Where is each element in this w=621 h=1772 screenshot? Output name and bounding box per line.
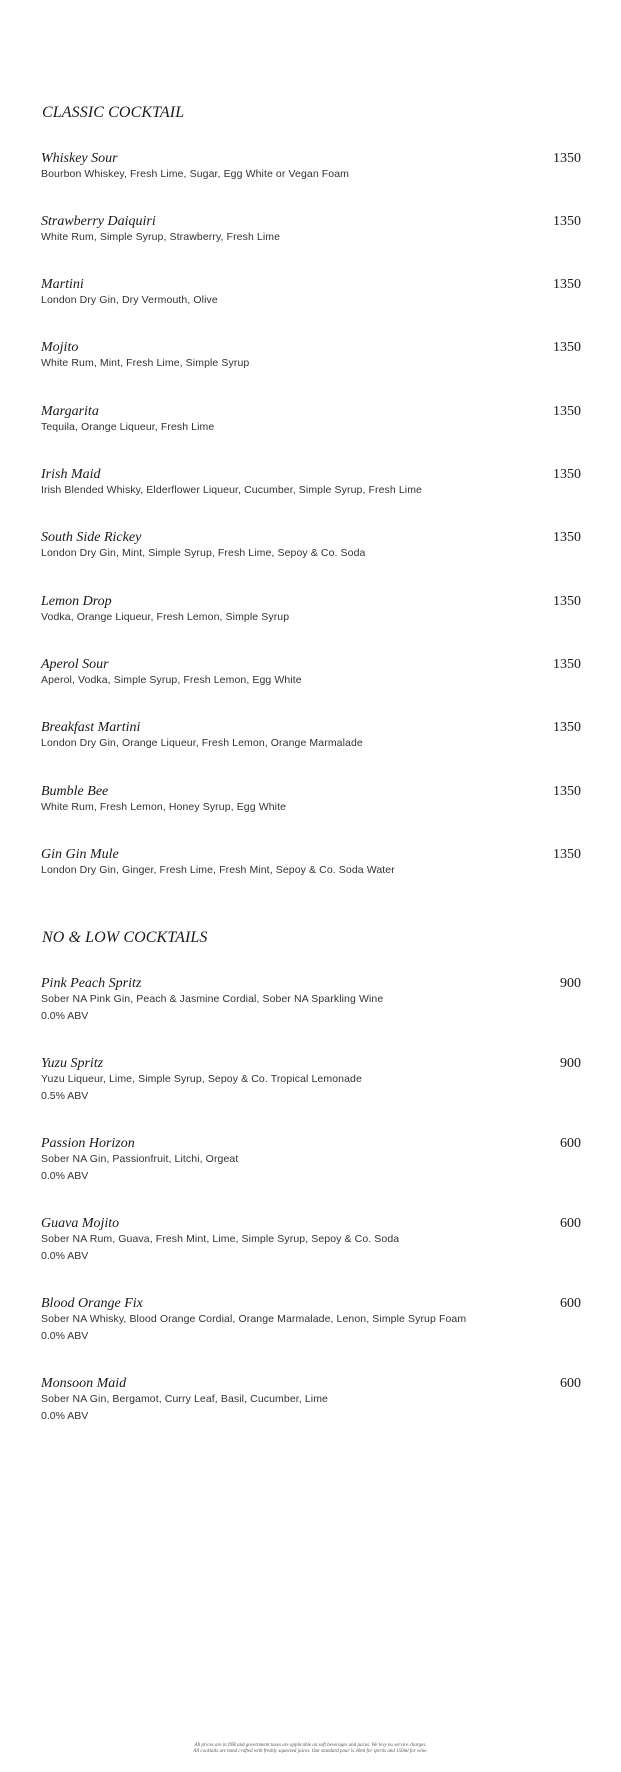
item-description: Aperol, Vodka, Simple Syrup, Fresh Lemon, Egg White (41, 674, 302, 686)
menu-item (41, 593, 581, 624)
item-name: Passion Horizon (41, 1136, 135, 1151)
item-description: Sober NA Rum, Guava, Fresh Mint, Lime, Simple Syrup, Sepoy & Co. Soda (41, 1233, 400, 1245)
item-description: Sober NA Gin, Bergamot, Curry Leaf, Basil, Cucumber, Lime (41, 1393, 328, 1405)
menu-item (41, 1055, 581, 1103)
item-description: Sober NA Whisky, Blood Orange Cordial, Orange Marmalade, Lenon, Simple Syrup Foam (41, 1313, 467, 1325)
item-description: White Rum, Simple Syrup, Strawberry, Fresh Lime (41, 231, 281, 243)
menu-item (41, 276, 581, 307)
item-name: Martini (41, 277, 84, 292)
item-price: 1350 (553, 530, 581, 545)
item-name: Monsoon Maid (41, 1376, 127, 1391)
menu-item (41, 213, 581, 244)
item-price: 600 (560, 1376, 581, 1391)
item-abv: 0.0% ABV (41, 1330, 89, 1342)
item-name: Lemon Drop (41, 594, 112, 609)
item-description: Yuzu Liqueur, Lime, Simple Syrup, Sepoy & Co. Tropical Lemonade (41, 1073, 362, 1085)
item-description: Bourbon Whiskey, Fresh Lime, Sugar, Egg White or Vegan Foam (41, 168, 350, 180)
item-name: Pink Peach Spritz (41, 976, 142, 991)
menu-item (41, 846, 581, 877)
item-description: Vodka, Orange Liqueur, Fresh Lemon, Simple Syrup (41, 611, 290, 623)
menu-item (41, 975, 581, 1023)
item-name: Breakfast Martini (41, 720, 141, 735)
item-description: White Rum, Fresh Lemon, Honey Syrup, Egg White (41, 801, 287, 813)
item-description: Irish Blended Whisky, Elderflower Liqueur, Cucumber, Simple Syrup, Fresh Lime (41, 484, 422, 496)
menu-item (41, 1215, 581, 1263)
item-abv: 0.0% ABV (41, 1250, 89, 1262)
menu-item (41, 783, 581, 814)
item-price: 1350 (553, 340, 581, 355)
item-price: 1350 (553, 151, 581, 166)
footer-line: All prices are in INR and government taxes are applicable on soft beverages and juices. We levy no service charges. (194, 1743, 427, 1748)
item-name: Gin Gin Mule (41, 847, 119, 862)
item-abv: 0.0% ABV (41, 1410, 89, 1422)
item-price: 600 (560, 1136, 581, 1151)
item-price: 1350 (553, 404, 581, 419)
section-title-no-low-cocktails: NO & LOW COCKTAILS (42, 929, 208, 946)
item-abv: 0.5% ABV (41, 1090, 89, 1102)
footer-note (0, 1743, 621, 1755)
menu-item (41, 1295, 581, 1343)
item-name: Margarita (41, 404, 99, 419)
item-price: 1350 (553, 847, 581, 862)
menu-item (41, 466, 581, 497)
menu-item (41, 529, 581, 560)
item-description: Sober NA Pink Gin, Peach & Jasmine Cordial, Sober NA Sparkling Wine (41, 993, 384, 1005)
item-price: 1350 (553, 277, 581, 292)
item-name: Aperol Sour (41, 657, 109, 672)
item-price: 900 (560, 1056, 581, 1071)
item-abv: 0.0% ABV (41, 1170, 89, 1182)
menu-item (41, 1375, 581, 1423)
item-name: Mojito (41, 340, 79, 355)
item-abv: 0.0% ABV (41, 1010, 89, 1022)
menu-item (41, 719, 581, 750)
item-price: 600 (560, 1216, 581, 1231)
item-description: London Dry Gin, Orange Liqueur, Fresh Lemon, Orange Marmalade (41, 737, 363, 749)
item-name: South Side Rickey (41, 530, 142, 545)
item-description: Tequila, Orange Liqueur, Fresh Lime (41, 421, 215, 433)
item-price: 1350 (553, 720, 581, 735)
item-name: Blood Orange Fix (41, 1296, 143, 1311)
item-price: 1350 (553, 784, 581, 799)
item-price: 1350 (553, 657, 581, 672)
item-price: 1350 (553, 467, 581, 482)
menu-item (41, 1135, 581, 1183)
section-title-classic-cocktail: CLASSIC COCKTAIL (42, 104, 185, 121)
item-description: Sober NA Gin, Passionfruit, Litchi, Orgeat (41, 1153, 239, 1165)
item-price: 1350 (553, 214, 581, 229)
item-name: Irish Maid (41, 467, 101, 482)
item-description: London Dry Gin, Ginger, Fresh Lime, Fresh Mint, Sepoy & Co. Soda Water (41, 864, 395, 876)
item-name: Strawberry Daiquiri (41, 214, 156, 229)
item-price: 1350 (553, 594, 581, 609)
menu-item (41, 339, 581, 370)
footer-line: All cocktails are hand crafted with freshly squeezed juices. Our standard pour is 30ml for spirits and 150ml for wine. (193, 1749, 428, 1754)
item-name: Bumble Bee (41, 784, 109, 799)
item-name: Guava Mojito (41, 1216, 120, 1231)
item-name: Whiskey Sour (41, 151, 118, 166)
menu-item (41, 656, 581, 687)
item-description: White Rum, Mint, Fresh Lime, Simple Syrup (41, 357, 250, 369)
item-price: 900 (560, 976, 581, 991)
item-description: London Dry Gin, Mint, Simple Syrup, Fresh Lime, Sepoy & Co. Soda (41, 547, 366, 559)
menu-item (41, 150, 581, 181)
menu-item (41, 403, 581, 434)
item-price: 600 (560, 1296, 581, 1311)
item-name: Yuzu Spritz (41, 1056, 104, 1071)
item-description: London Dry Gin, Dry Vermouth, Olive (41, 294, 218, 306)
